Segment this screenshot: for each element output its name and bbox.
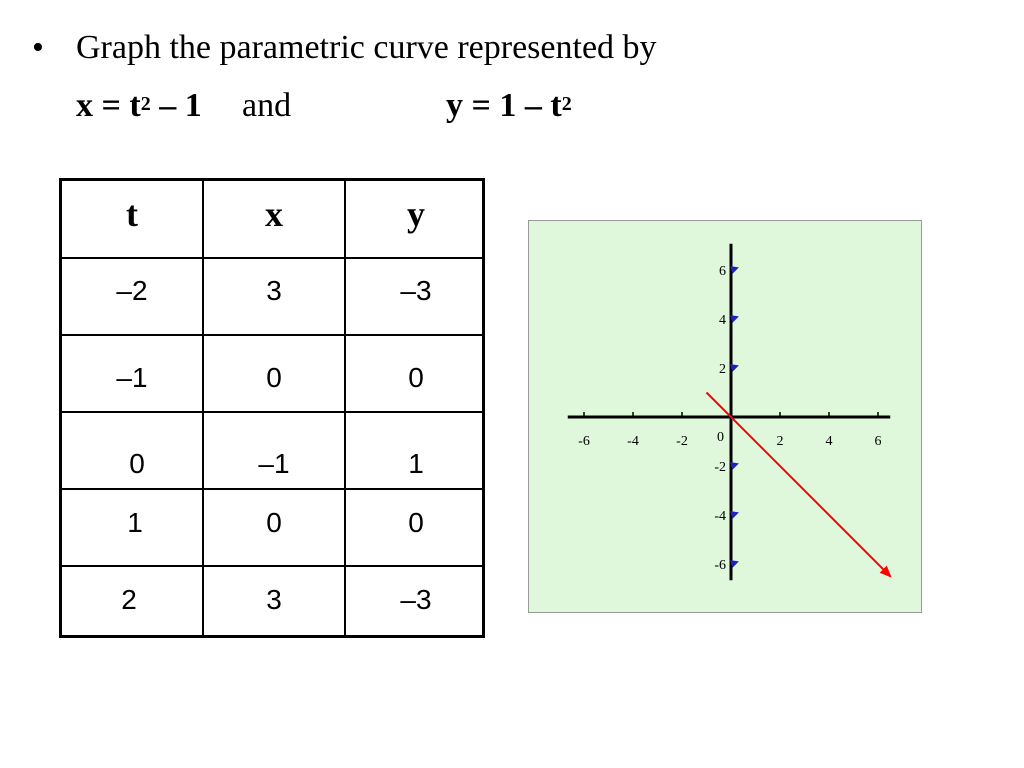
x-tick-label: 4	[825, 434, 833, 449]
x-tick-label: 2	[776, 434, 784, 449]
table-cell-t: 0	[129, 448, 145, 479]
x-equation	[76, 84, 202, 128]
table-row-divider	[62, 565, 482, 567]
table-cell-y: 0	[408, 507, 424, 538]
table-row-divider	[62, 257, 482, 259]
y-tick-label: -4	[714, 509, 726, 524]
table-cell-y: 1	[408, 448, 424, 479]
x-eq-tail: – 1	[150, 87, 202, 124]
x-tick-label: -2	[676, 434, 688, 449]
y-eq-base: y = 1 – t	[446, 87, 562, 124]
table-cell-y: 0	[408, 362, 424, 393]
table-cell-t: –1	[116, 362, 148, 393]
table-row-divider	[62, 488, 482, 490]
y-tick-label: 4	[719, 313, 726, 328]
y-eq-exponent: 2	[561, 93, 572, 115]
origin-label: 0	[717, 430, 724, 445]
table-cell-x: 3	[266, 275, 282, 306]
x-tick-label: -6	[578, 434, 590, 449]
table-row-divider	[62, 334, 482, 336]
x-eq-exponent: 2	[140, 93, 151, 115]
heading-text: Graph the parametric curve represented by	[76, 29, 657, 66]
table-cell-y: –3	[400, 584, 432, 615]
y-tick-label: -6	[714, 558, 726, 573]
table-cell-x: 0	[266, 507, 282, 538]
table-cell-t: 2	[121, 584, 137, 615]
and-word: and	[242, 87, 292, 124]
values-table	[59, 178, 485, 638]
column-header-t: t	[126, 194, 138, 234]
table-cell-t: 1	[127, 507, 143, 538]
x-tick-label: 6	[874, 434, 882, 449]
parametric-curve-line	[707, 393, 891, 577]
graph-panel	[528, 220, 922, 613]
table-cell-x: –1	[258, 448, 290, 479]
x-tick-label: -4	[627, 434, 639, 449]
y-tick-label: 2	[719, 362, 726, 377]
table-cell-t: –2	[116, 275, 148, 306]
y-tick-label: 6	[719, 264, 726, 279]
table-cell-x: 0	[266, 362, 282, 393]
column-header-y: y	[407, 194, 425, 234]
y-tick-label: -2	[714, 460, 726, 475]
table-cell-x: 3	[266, 584, 282, 615]
table-cell-y: –3	[400, 275, 432, 306]
y-equation	[446, 84, 572, 128]
column-header-x: x	[265, 194, 283, 234]
equations-line	[76, 84, 636, 128]
bullet-point: •	[32, 29, 44, 66]
x-eq-base: x = t	[76, 87, 141, 124]
table-row-divider	[62, 411, 482, 413]
parametric-graph	[529, 221, 923, 614]
